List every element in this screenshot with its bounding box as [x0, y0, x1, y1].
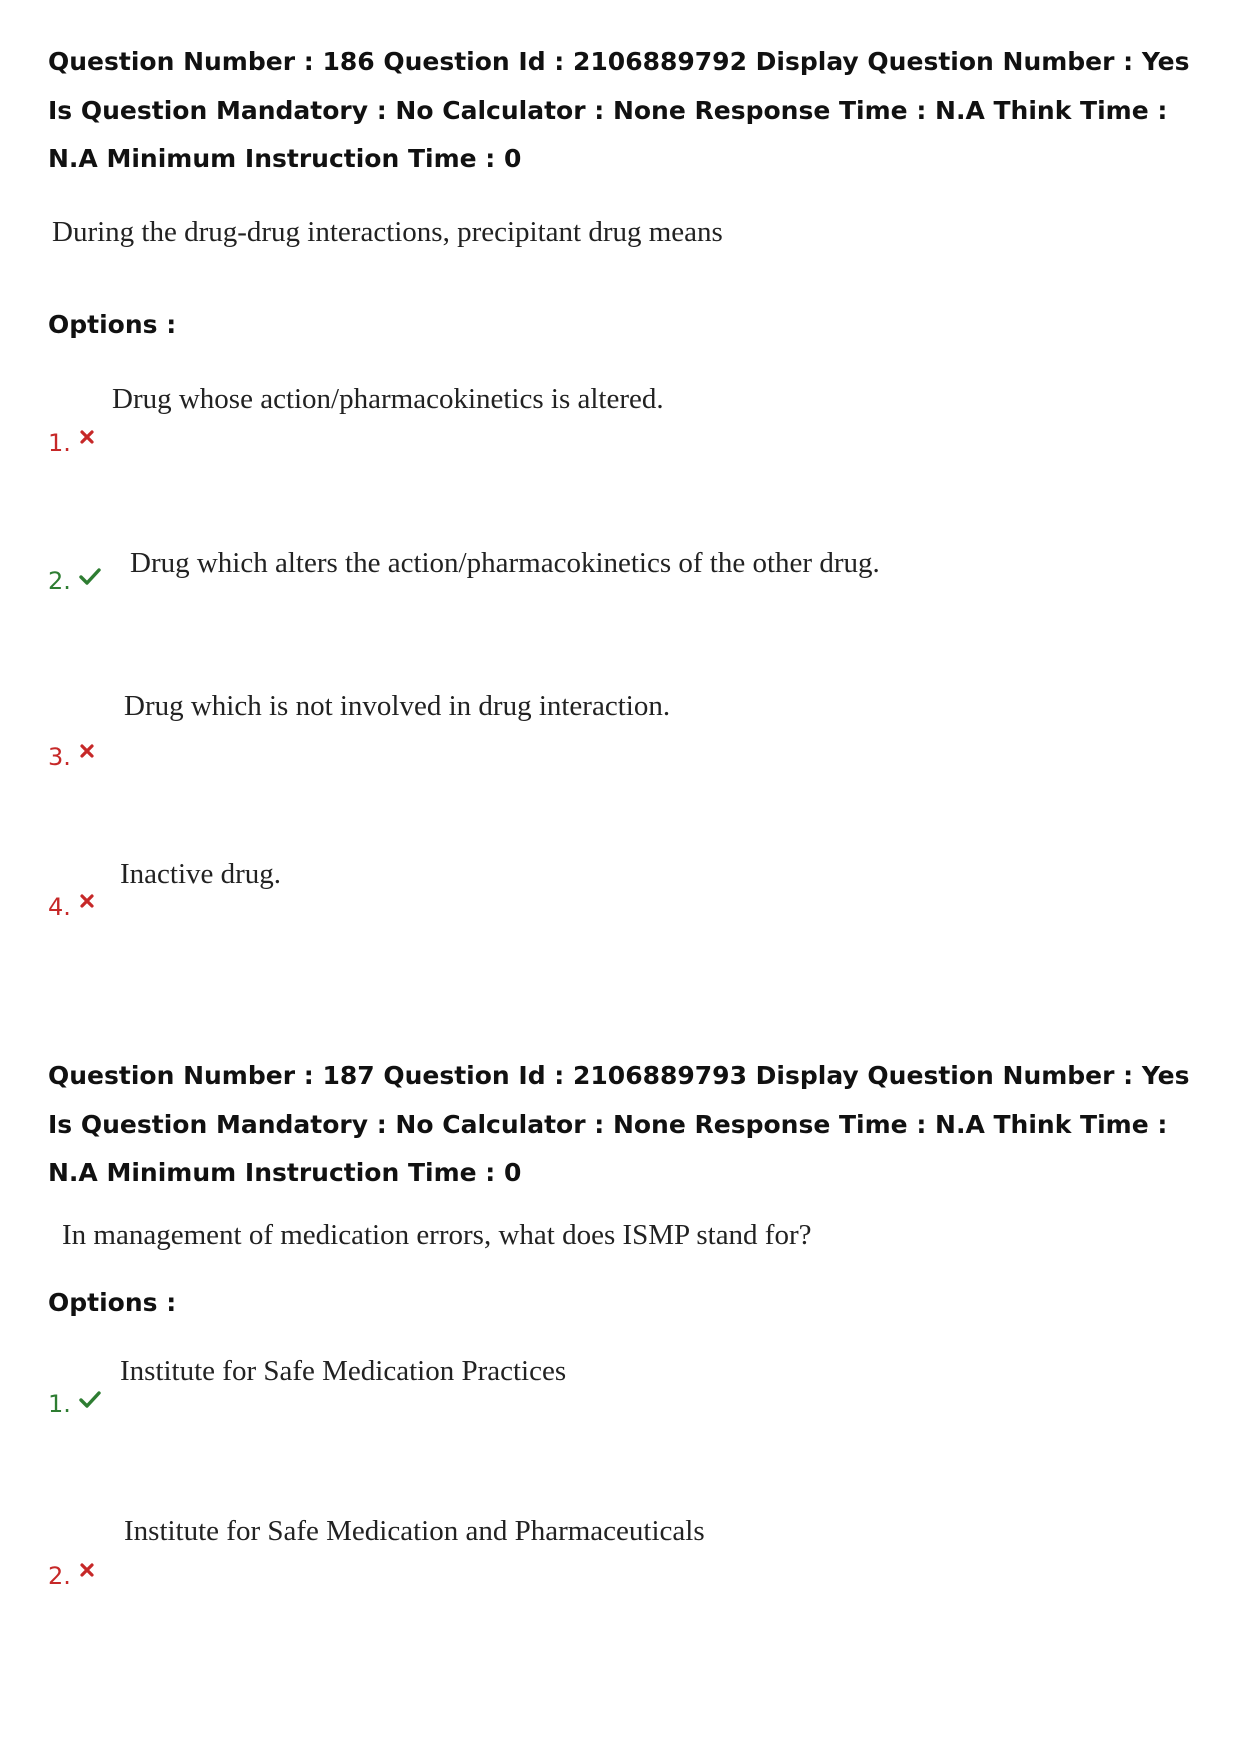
- option-text: Institute for Safe Medication Practices: [120, 1355, 567, 1387]
- option-number: 1.: [48, 429, 71, 457]
- check-icon: [79, 567, 101, 585]
- cross-icon: [79, 893, 95, 909]
- cross-icon: [79, 1562, 95, 1578]
- cross-icon: [79, 743, 95, 759]
- option-number: 2.: [48, 567, 71, 595]
- option-number: 4.: [48, 893, 71, 921]
- option-text: Drug whose action/pharmacokinetics is altered.: [112, 383, 664, 415]
- check-icon: [79, 1390, 101, 1408]
- option-text: Inactive drug.: [120, 858, 282, 890]
- option-text: Drug which alters the action/pharmacokinetics of the other drug.: [130, 547, 880, 579]
- option-text: Institute for Safe Medication and Pharmaceuticals: [124, 1515, 705, 1547]
- question-text: In management of medication errors, what does ISMP stand for?: [62, 1219, 812, 1251]
- option-number: 2.: [48, 1562, 71, 1590]
- question-meta: Question Number : 186 Question Id : 2106889792 Display Question Number : Yes Is Question Mandatory : No Calculator : None Response Time : N.A Think Time : N.A Minimum Instruction Time : 0: [48, 47, 1190, 173]
- options-label: Options :: [48, 310, 177, 339]
- option-number: 3.: [48, 743, 71, 771]
- cross-icon: [79, 429, 95, 445]
- question-text: During the drug-drug interactions, precipitant drug means: [52, 216, 723, 248]
- option-number: 1.: [48, 1390, 71, 1418]
- option-text: Drug which is not involved in drug interaction.: [124, 690, 671, 722]
- question-meta: Question Number : 187 Question Id : 2106889793 Display Question Number : Yes Is Question Mandatory : No Calculator : None Response Time : N.A Think Time : N.A Minimum Instruction Time : 0: [48, 1061, 1190, 1187]
- options-label: Options :: [48, 1288, 177, 1317]
